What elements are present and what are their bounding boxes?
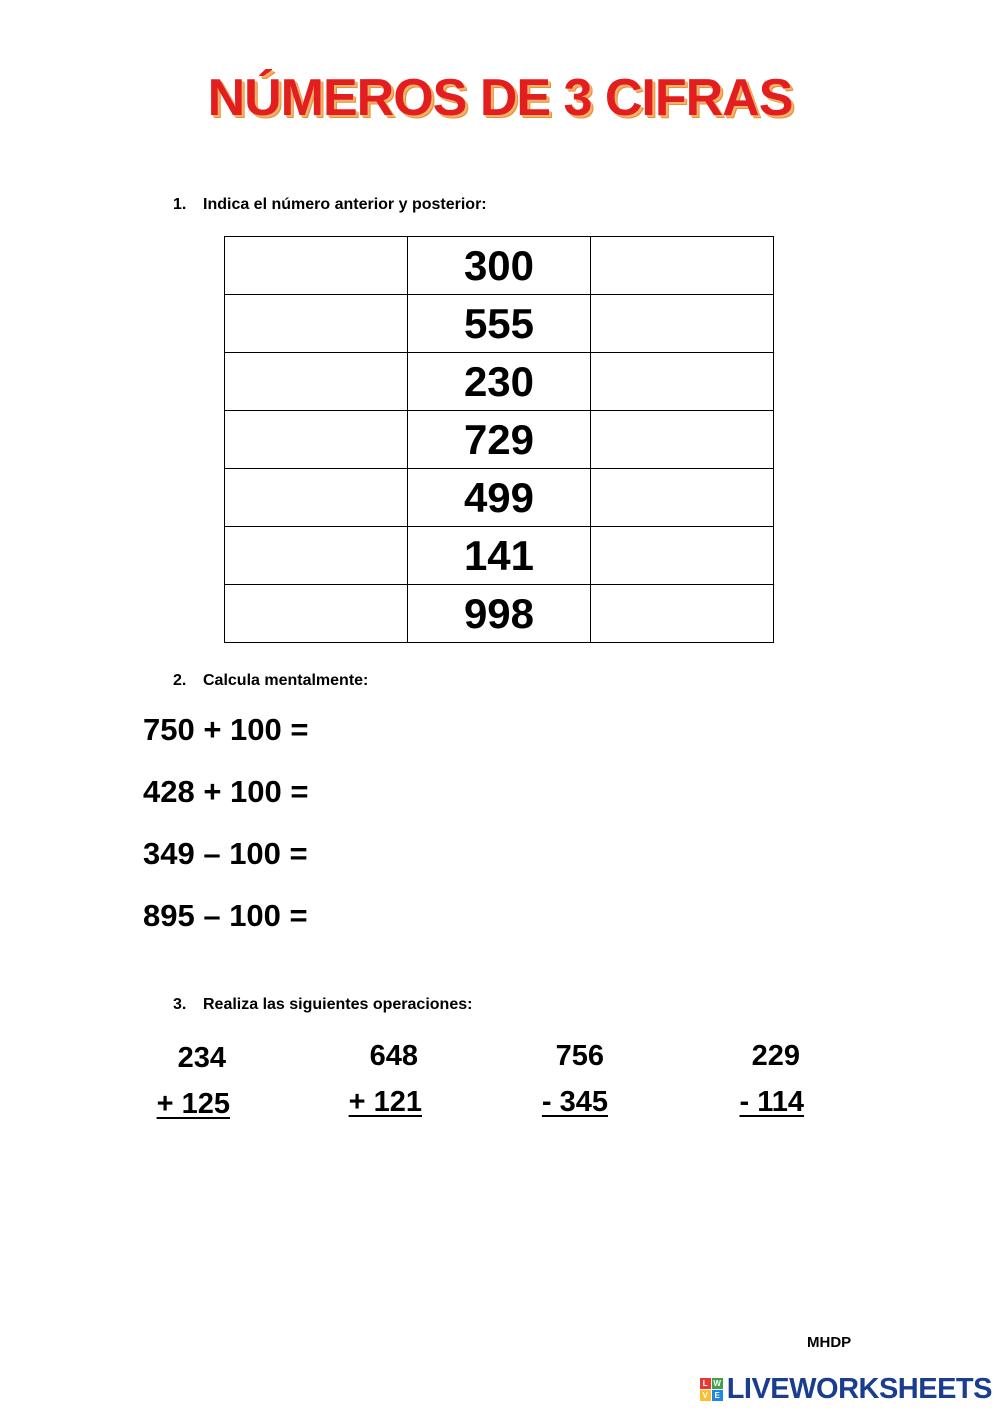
mental-calculation: 895 – 100 = bbox=[143, 898, 308, 933]
logo-letter: V bbox=[700, 1390, 711, 1401]
operation-top-number: 648 bbox=[369, 1040, 418, 1072]
author-initials: MHDP bbox=[807, 1334, 852, 1351]
mental-calculation: 428 + 100 = bbox=[143, 774, 309, 809]
operation-top-number: 229 bbox=[751, 1040, 800, 1072]
liveworksheets-brand[interactable] bbox=[700, 1373, 992, 1406]
given-number-cell: 998 bbox=[408, 585, 591, 643]
section-heading-2 bbox=[173, 672, 368, 690]
operation-top-number: 234 bbox=[177, 1042, 226, 1074]
given-number-cell: 555 bbox=[408, 295, 591, 353]
next-number-cell[interactable] bbox=[591, 353, 774, 411]
column-operation bbox=[130, 1042, 230, 1121]
operation-bottom-number: - 345 bbox=[541, 1086, 608, 1118]
column-operation bbox=[322, 1040, 422, 1119]
previous-number-cell[interactable] bbox=[225, 469, 408, 527]
operation-bottom-number: - 114 bbox=[739, 1086, 804, 1118]
operation-bottom-number: + 125 bbox=[156, 1088, 230, 1120]
next-number-cell[interactable] bbox=[591, 411, 774, 469]
brand-name: LIVEWORKSHEETS bbox=[726, 1373, 992, 1405]
previous-number-cell[interactable] bbox=[225, 411, 408, 469]
previous-number-cell[interactable] bbox=[225, 237, 408, 295]
liveworksheets-logo-icon bbox=[700, 1378, 723, 1401]
section-number: 3. bbox=[173, 996, 187, 1013]
mental-calculation: 349 – 100 = bbox=[143, 836, 308, 871]
section-text: Calcula mentalmente: bbox=[203, 672, 369, 689]
next-number-cell[interactable] bbox=[591, 469, 774, 527]
next-number-cell[interactable] bbox=[591, 237, 774, 295]
previous-number-cell[interactable] bbox=[225, 585, 408, 643]
given-number-cell: 499 bbox=[408, 469, 591, 527]
operation-bottom-number: + 121 bbox=[348, 1086, 422, 1118]
table-row bbox=[225, 527, 774, 585]
section-heading-1 bbox=[173, 196, 487, 214]
logo-letter: E bbox=[712, 1390, 723, 1401]
given-number-cell: 141 bbox=[408, 527, 591, 585]
mental-calculation: 750 + 100 = bbox=[143, 712, 309, 747]
logo-letter: L bbox=[700, 1378, 711, 1389]
column-operation bbox=[508, 1040, 608, 1119]
previous-number-cell[interactable] bbox=[225, 295, 408, 353]
logo-letter: W bbox=[713, 1379, 721, 1388]
given-number-cell: 729 bbox=[408, 411, 591, 469]
given-number-cell: 230 bbox=[408, 353, 591, 411]
previous-number-cell[interactable] bbox=[225, 353, 408, 411]
table-row bbox=[225, 469, 774, 527]
number-sequence-table bbox=[224, 236, 774, 643]
section-number: 1. bbox=[173, 196, 187, 213]
next-number-cell[interactable] bbox=[591, 527, 774, 585]
column-operation bbox=[704, 1040, 804, 1119]
section-text: Realiza las siguientes operaciones: bbox=[203, 996, 473, 1013]
table-row bbox=[225, 353, 774, 411]
operation-top-number: 756 bbox=[555, 1040, 604, 1072]
table-row bbox=[225, 585, 774, 643]
previous-number-cell[interactable] bbox=[225, 527, 408, 585]
table-row bbox=[225, 411, 774, 469]
given-number-cell: 300 bbox=[408, 237, 591, 295]
table-row bbox=[225, 237, 774, 295]
section-text: Indica el número anterior y posterior: bbox=[203, 196, 487, 213]
next-number-cell[interactable] bbox=[591, 295, 774, 353]
section-number: 2. bbox=[173, 672, 187, 689]
next-number-cell[interactable] bbox=[591, 585, 774, 643]
table-row bbox=[225, 295, 774, 353]
worksheet-title: NÚMEROS DE 3 CIFRAS bbox=[207, 69, 793, 127]
section-heading-3 bbox=[173, 996, 472, 1014]
